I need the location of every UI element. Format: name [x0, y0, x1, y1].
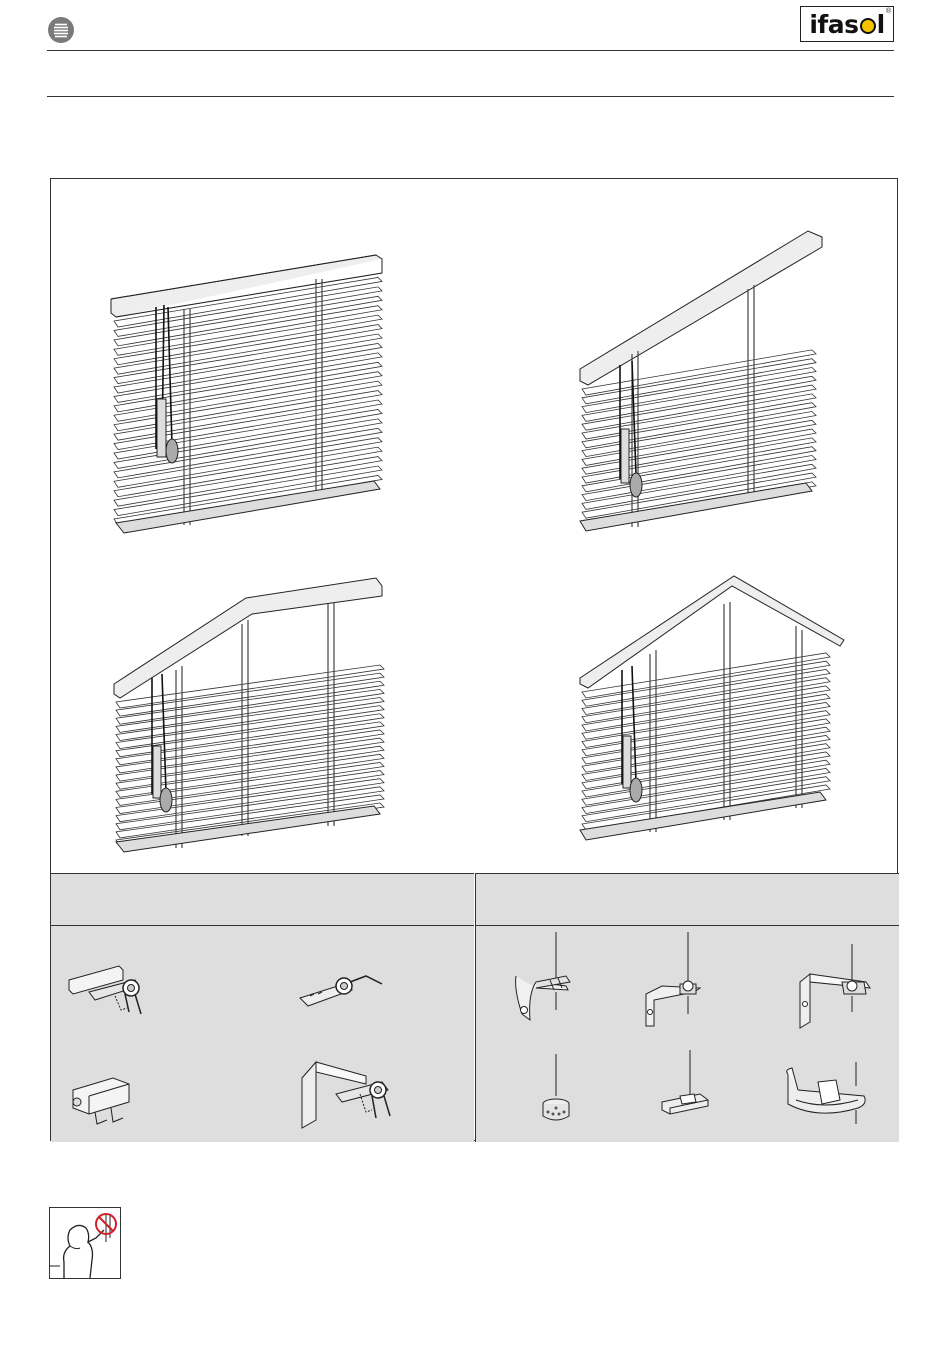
flat-clip-bracket-icon — [296, 964, 396, 1014]
hinged-bracket-icon — [65, 962, 160, 1022]
blind-partial-slope-illustration — [106, 574, 396, 859]
logo-wordmark: ifas l — [809, 9, 885, 39]
bracket-wall-large-illustration — [296, 1054, 401, 1134]
bottom-rail-cap-icon — [534, 1052, 574, 1132]
hold-down-clip-illustration — [656, 1048, 712, 1118]
blind-gable-illustration — [576, 574, 851, 849]
venetian-blind-partial-slope-icon — [106, 574, 396, 859]
venetian-blind-rectangular-icon — [106, 249, 396, 549]
angle-bolt-bracket-icon — [638, 930, 708, 1030]
wall-bracket-large-icon — [296, 1054, 401, 1134]
blind-rectangular-illustration — [106, 249, 396, 549]
headrail-end-bracket-icon — [67, 1076, 147, 1134]
hold-down-clip-icon — [656, 1048, 712, 1118]
venetian-blind-single-slope-icon — [576, 229, 826, 539]
menu-list-icon[interactable] — [47, 16, 75, 44]
bracket-angle-curved-illustration — [506, 930, 576, 1030]
header-rule — [47, 50, 894, 51]
bottom-rail-cap-illustration — [534, 1052, 574, 1132]
bracket-hinged-illustration — [65, 962, 160, 1022]
bracket-headrail-end-illustration — [67, 1076, 147, 1134]
bottom-hold-down-bracket-icon — [778, 1060, 873, 1132]
bracket-angle-bolt-illustration — [638, 930, 708, 1030]
right-parts-header — [475, 873, 899, 926]
venetian-blind-gable-icon — [576, 574, 851, 849]
bracket-flat-clip-illustration — [296, 964, 396, 1014]
logo-sun-icon — [860, 18, 876, 34]
ifasol-logo — [800, 6, 894, 42]
right-parts-area — [475, 925, 899, 1142]
product-illustration-panel — [50, 178, 898, 1141]
title-rule — [47, 96, 894, 97]
left-parts-header — [51, 873, 474, 926]
bottom-hold-down-bracket-illustration — [778, 1060, 873, 1132]
logo-registered-mark: ® — [885, 8, 891, 15]
left-parts-area — [51, 925, 474, 1142]
bracket-wall-bolt-illustration — [796, 942, 876, 1032]
blind-sloped-illustration — [576, 229, 826, 539]
curved-angle-bracket-icon — [506, 930, 576, 1030]
wall-bolt-bracket-icon — [796, 942, 876, 1032]
child-safety-warning-icon — [49, 1207, 121, 1279]
